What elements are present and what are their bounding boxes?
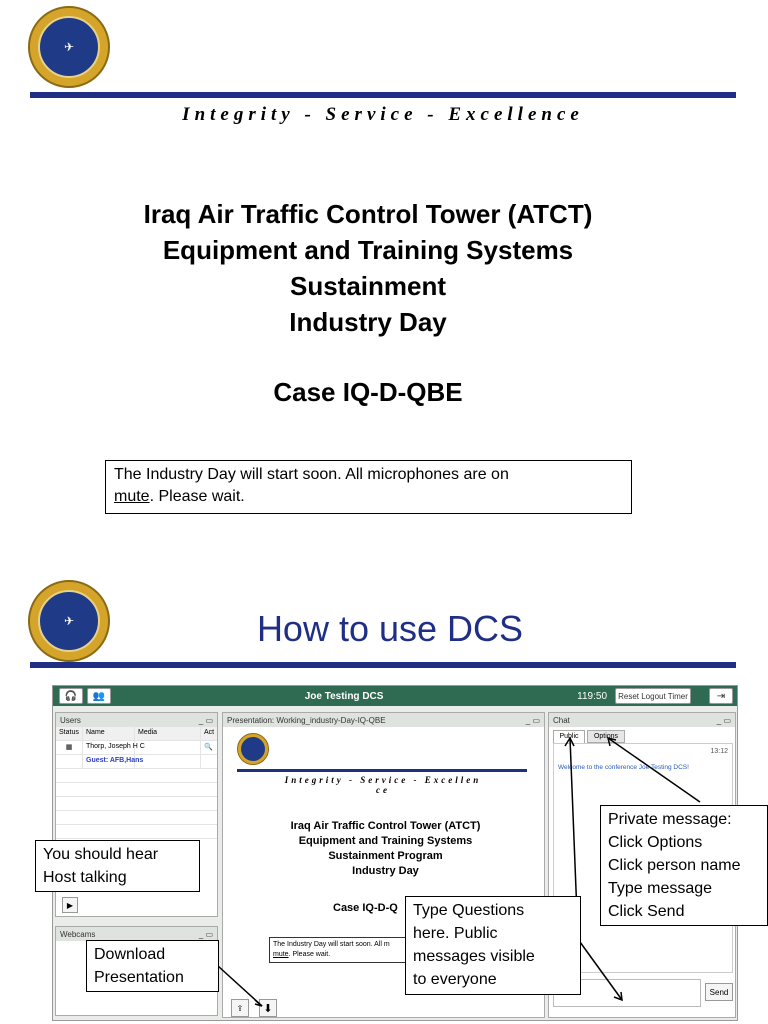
notice-text-end: . Please wait.: [149, 488, 245, 505]
users-icon[interactable]: 👥: [87, 688, 111, 704]
exit-icon[interactable]: ⇥: [709, 688, 733, 704]
arrow-options-tab: [608, 738, 700, 802]
user-name: Thorp, Joseph H C: [83, 741, 135, 754]
reset-logout-timer-button[interactable]: Reset Logout Timer: [615, 688, 691, 704]
slide-notice-end: . Please wait.: [288, 951, 331, 958]
callout-line: Type message: [608, 880, 713, 897]
callout-line: Private message:: [608, 811, 732, 828]
webcams-panel-title: Webcams: [60, 929, 96, 939]
air-force-seal-icon: ✈: [28, 6, 110, 88]
slide-motto-line: Integrity - Service - Excellen: [284, 775, 482, 785]
callout-line: Click Options: [608, 834, 703, 851]
slide-title-line: Equipment and Training Systems: [298, 835, 473, 847]
column-header[interactable]: Act: [204, 729, 215, 736]
panel-window-controls[interactable]: _ ▭: [716, 715, 731, 725]
logout-timer: 119:50: [577, 690, 607, 702]
slide-notice-mute: mute: [273, 951, 289, 958]
callout-host-talking: [35, 840, 200, 892]
title-line: Sustainment: [289, 271, 447, 301]
callout-download: [86, 940, 219, 992]
slide-title-line: Industry Day: [352, 865, 419, 877]
zoom-icon[interactable]: 🔍: [204, 744, 213, 751]
slide-title-line: Iraq Air Traffic Control Tower (ATCT): [290, 820, 481, 832]
chat-panel-title: Chat: [553, 715, 570, 725]
panel-window-controls[interactable]: _ ▭: [198, 715, 213, 725]
status-icon: ▦: [56, 741, 83, 754]
chat-welcome-message: Welcome to the conference Joe Testing DCS!: [558, 764, 689, 771]
slide2-title: How to use DCS: [256, 608, 524, 649]
column-header[interactable]: Media: [135, 727, 201, 740]
panel-window-controls[interactable]: _ ▭: [525, 715, 540, 725]
chat-time: 13:12: [710, 748, 728, 755]
users-panel-title: Users: [60, 715, 81, 725]
presentation-panel-title: Presentation: Working_industry-Day-IQ-QBE: [227, 715, 386, 725]
send-button[interactable]: Send: [705, 983, 733, 1001]
tab-options[interactable]: Options: [587, 730, 625, 743]
title-line: Iraq Air Traffic Control Tower (ATCT): [143, 199, 593, 229]
notice-text: The Industry Day will start soon. All microphones are on: [114, 466, 509, 483]
callout-line: Host talking: [43, 869, 127, 886]
callout-line: here. Public: [413, 925, 498, 942]
column-header[interactable]: Name: [83, 727, 135, 740]
column-header[interactable]: Status: [56, 727, 83, 740]
case-number: Case IQ-D-QBE: [273, 377, 463, 407]
callout-questions: [405, 896, 581, 995]
callout-line: You should hear: [43, 846, 159, 863]
title-line: Equipment and Training Systems: [162, 235, 574, 265]
headset-icon[interactable]: 🎧: [59, 688, 83, 704]
callout-line: Download: [94, 946, 166, 963]
callout-line: Presentation: [94, 969, 184, 986]
motto: Integrity - Service - Excellence: [182, 104, 584, 125]
title-line: Industry Day: [289, 307, 447, 337]
panel-window-controls[interactable]: _ ▭: [198, 929, 213, 939]
slide-case: Case IQ-D-Q: [333, 902, 398, 914]
play-button[interactable]: ▶: [62, 897, 78, 913]
notice-mute: mute: [114, 488, 150, 505]
arrow-questions: [580, 942, 622, 1000]
callout-line: Type Questions: [413, 902, 525, 919]
download-icon[interactable]: ⬇: [259, 999, 277, 1017]
air-force-seal-icon: ✈: [28, 580, 110, 662]
arrowhead: [255, 1000, 262, 1006]
upload-button[interactable]: ⇪: [231, 999, 249, 1017]
slide-motto-line: ce: [376, 785, 390, 795]
callout-line: Click Send: [608, 903, 685, 920]
callout-private-message: [600, 805, 768, 926]
window-title: Joe Testing DCS: [304, 690, 384, 702]
callout-line: messages visible: [413, 948, 535, 965]
tab-public[interactable]: Public: [553, 730, 585, 743]
callout-line: Click person name: [608, 857, 741, 874]
slide-notice-text: The Industry Day will start soon. All m: [273, 941, 390, 948]
user-name: Guest: AFB,Hans: [83, 755, 135, 768]
callout-line: to everyone: [413, 971, 497, 988]
slide-title-line: Sustainment Program: [328, 850, 443, 862]
